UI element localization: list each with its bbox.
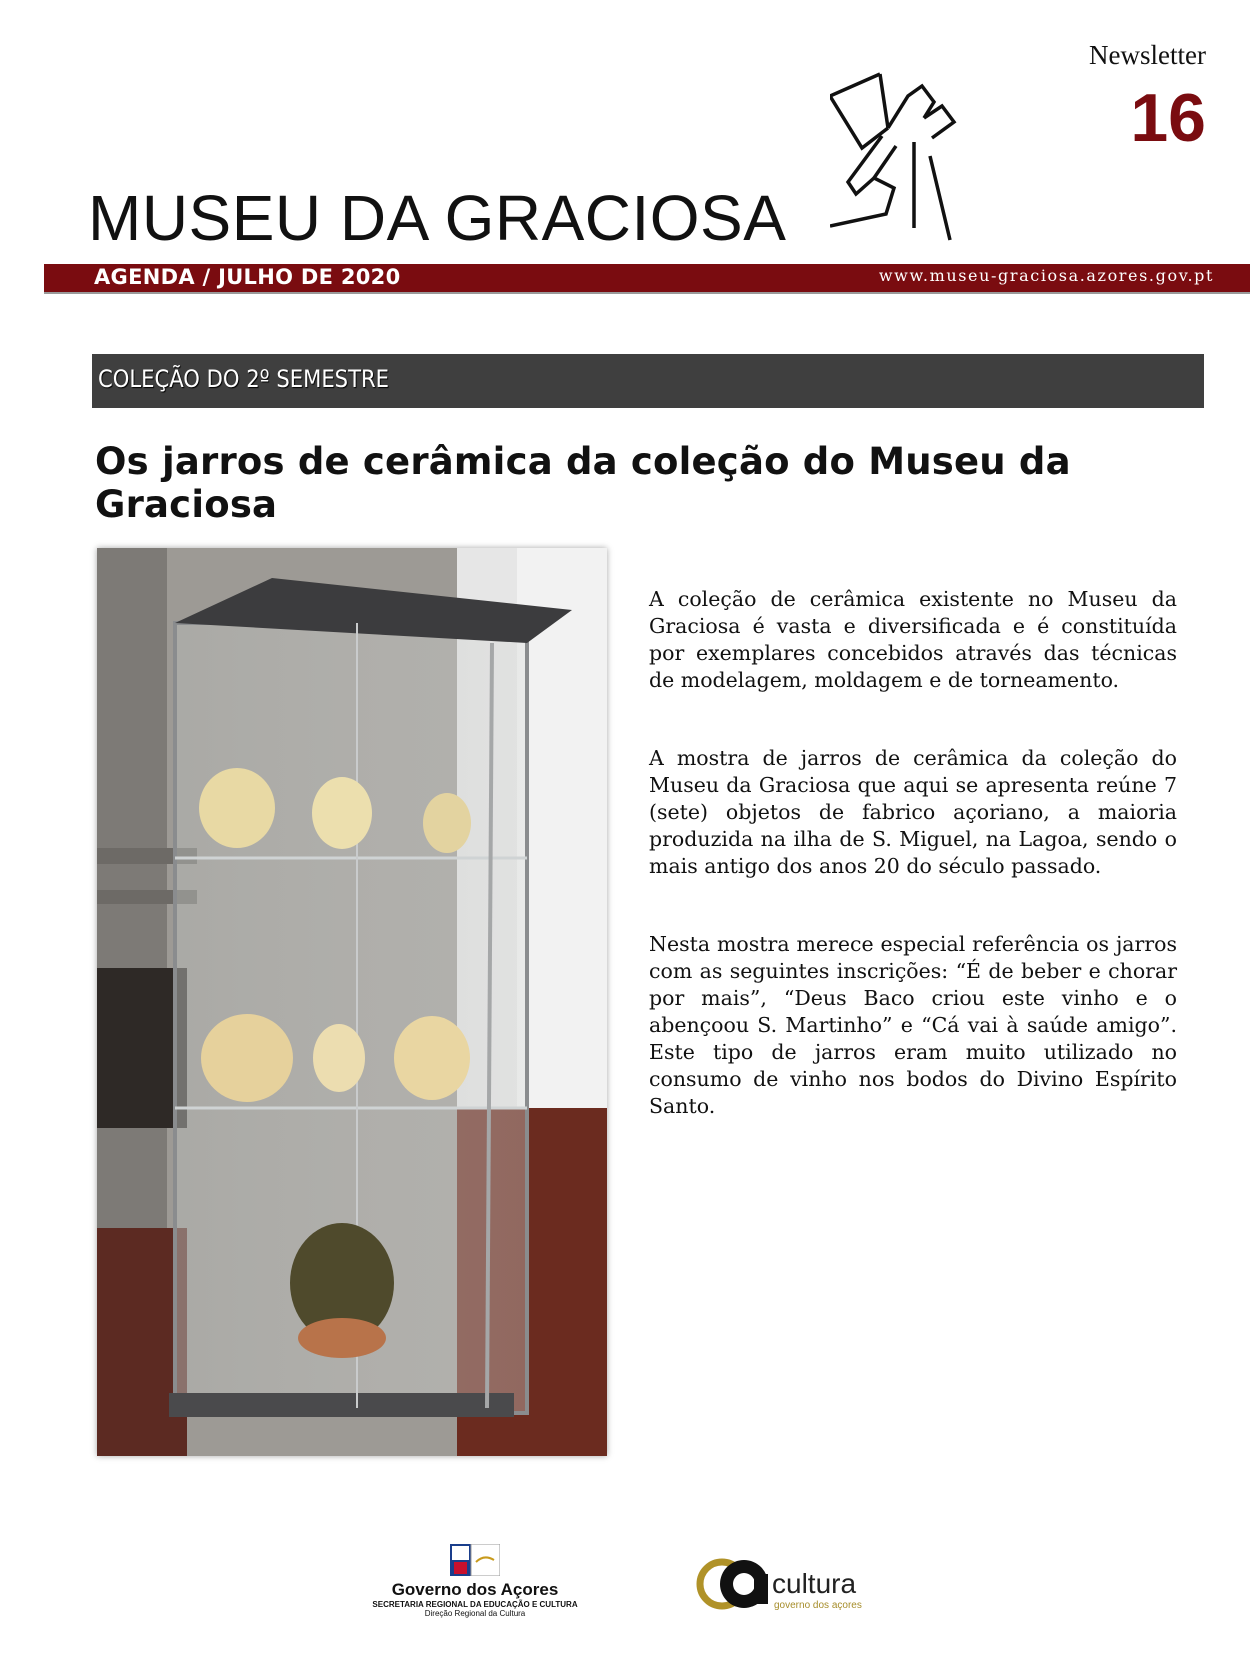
section-label: COLEÇÃO DO 2º SEMESTRE xyxy=(98,365,389,393)
gov-direcao: Direção Regional da Cultura xyxy=(424,1609,526,1618)
museum-title: MUSEU DA GRACIOSA xyxy=(88,182,787,254)
website-url[interactable]: www.museu-graciosa.azores.gov.pt xyxy=(878,266,1214,285)
azores-flag-icon xyxy=(450,1544,500,1576)
header-bar xyxy=(44,264,1250,294)
windmill-logo-icon xyxy=(830,66,1010,252)
cultura-logo xyxy=(696,1556,876,1616)
agenda-label: AGENDA / JULHO DE 2020 xyxy=(94,265,401,289)
cultura-mark-icon xyxy=(696,1556,772,1612)
section-bar xyxy=(92,354,1204,408)
governo-acores-logo xyxy=(360,1544,590,1618)
article-paragraph-3: Nesta mostra merece especial referência os jarros com as seguintes inscrições: “É de beber e chorar por mais”, “Deus Baco criou este vinho e o abençoou S. Martinho” e “Cá vai à saúde amigo”. Este tipo de jarros eram muito utilizado no consumo de vinho nos bodos do Divino Espírito Santo. xyxy=(649,932,1177,1118)
cultura-sub: governo dos açores xyxy=(774,1600,862,1611)
gov-secretaria: SECRETARIA REGIONAL DA EDUCAÇÃO E CULTURA xyxy=(372,1600,578,1609)
newsletter-label: Newsletter xyxy=(1089,40,1206,70)
article-paragraph-1: A coleção de cerâmica existente no Museu da Graciosa é vasta e diversificada e é constituída por exemplares concebidos através das técnicas de modelagem, moldagem e de torneamento. xyxy=(649,587,1177,692)
cultura-word: cultura xyxy=(772,1568,857,1599)
issue-number: 16 xyxy=(1130,80,1206,156)
article-paragraph-2: A mostra de jarros de cerâmica da coleção do Museu da Graciosa que aqui se apresenta reúne 7 (sete) objetos de fabrico açoriano, a maioria produzida na ilha de S. Miguel, na Lagoa, sendo o mais antigo dos anos 20 do século passado. xyxy=(649,746,1177,878)
display-cabinet-photo xyxy=(97,548,607,1456)
gov-name: Governo dos Açores xyxy=(391,1580,559,1599)
article-body xyxy=(649,586,1177,1171)
article-title: Os jarros de cerâmica da coleção do Museu da Graciosa xyxy=(95,440,1071,526)
